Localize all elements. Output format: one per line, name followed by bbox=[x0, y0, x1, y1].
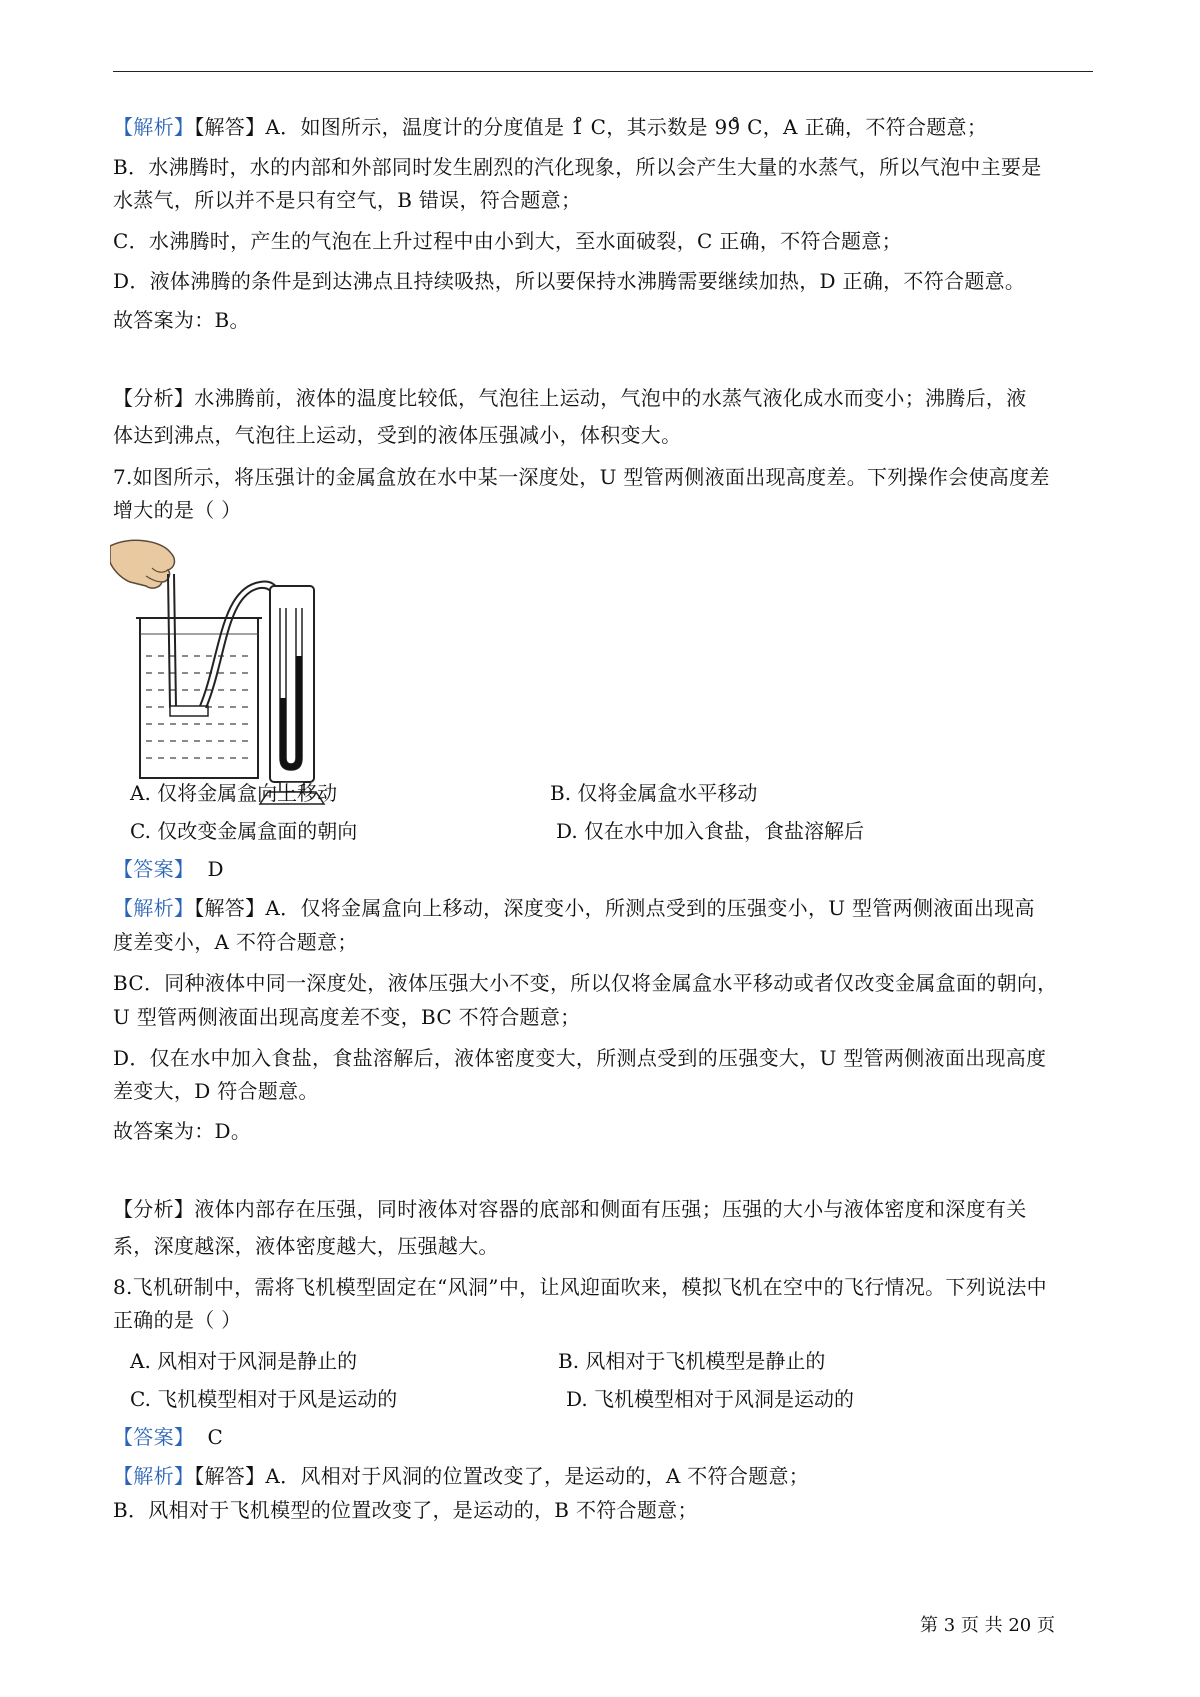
analysis-line: 【分析】水沸腾前，液体的温度比较低，气泡往上运动，气泡中的水蒸气液化成水而变小；沸腾后，液 bbox=[113, 386, 1027, 410]
q7-option-b: B. 仅将金属盒水平移动 bbox=[550, 781, 758, 805]
solution-line: 【解析】【解答】A．风相对于风洞的位置改变了，是运动的，A 不符合题意； bbox=[113, 1464, 810, 1488]
q8-option-b: B. 风相对于飞机模型是静止的 bbox=[558, 1349, 826, 1373]
solution-line: 【解析】【解答】A．仅将金属盒向上移动，深度变小，所测点受到的压强变小，U 型管两侧液面出现高 bbox=[113, 896, 1035, 920]
analysis-tag: 【解析】 bbox=[113, 896, 195, 920]
q8-option-c: C. 飞机模型相对于风是运动的 bbox=[130, 1387, 398, 1411]
metal-box bbox=[170, 706, 208, 716]
pressure-gauge-figure bbox=[110, 538, 350, 808]
solution-line: 【解析】【解答】A．如图所示，温度计的分度值是 1̊ C，其示数是 99̊ C，A 正确，不符合题意； bbox=[113, 115, 988, 139]
analysis-tag: 【解析】 bbox=[113, 115, 195, 139]
solution-line: BC．同种液体中同一深度处，液体压强大小不变，所以仅将金属盒水平移动或者仅改变金属盒面的朝向， bbox=[113, 971, 1058, 995]
solution-line: 差变大，D 符合题意。 bbox=[113, 1079, 319, 1103]
q7-option-a: A. 仅将金属盒向上移动 bbox=[130, 781, 338, 805]
analysis-tag: 【解析】 bbox=[113, 1464, 195, 1488]
beaker bbox=[140, 618, 258, 778]
solution-line: B．水沸腾时，水的内部和外部同时发生剧烈的汽化现象，所以会产生大量的水蒸气，所以气泡中主要是 bbox=[113, 155, 1042, 179]
q7-option-d: D. 仅在水中加入食盐，食盐溶解后 bbox=[556, 819, 865, 843]
analysis-line: 【分析】液体内部存在压强，同时液体对容器的底部和侧面有压强；压强的大小与液体密度和深度有关 bbox=[113, 1197, 1027, 1221]
solution-line: 故答案为：D。 bbox=[113, 1119, 252, 1143]
q8-option-d: D. 飞机模型相对于风洞是运动的 bbox=[566, 1387, 855, 1411]
question-8-stem: 正确的是（ ） bbox=[113, 1308, 242, 1332]
q8-answer: 【答案】 C bbox=[113, 1425, 224, 1449]
solution-line: U 型管两侧液面出现高度差不变，BC 不符合题意； bbox=[113, 1005, 581, 1029]
question-8-stem: 8.飞机研制中，需将飞机模型固定在“风洞”中，让风迎面吹来，模拟飞机在空中的飞行情况。下列说法中 bbox=[113, 1275, 1047, 1299]
q7-answer: 【答案】 D bbox=[113, 857, 224, 881]
analysis-line: 体达到沸点，气泡往上运动，受到的液体压强减小，体积变大。 bbox=[113, 423, 682, 447]
solution-line: D．仅在水中加入食盐，食盐溶解后，液体密度变大，所测点受到的压强变大，U 型管两侧液面出现高度 bbox=[113, 1046, 1047, 1070]
hand-icon bbox=[110, 540, 174, 588]
solution-line: 度差变小，A 不符合题意； bbox=[113, 930, 358, 954]
solution-line: 故答案为：B。 bbox=[113, 308, 250, 332]
question-7-stem: 7.如图所示，将压强计的金属盒放在水中某一深度处，U 型管两侧液面出现高度差。下列操作会使高度差 bbox=[113, 465, 1050, 489]
q7-option-c: C. 仅改变金属盒面的朝向 bbox=[130, 819, 358, 843]
analysis-line: 系，深度越深，液体密度越大，压强越大。 bbox=[113, 1234, 499, 1258]
solution-line: C．水沸腾时，产生的气泡在上升过程中由小到大，至水面破裂，C 正确，不符合题意； bbox=[113, 229, 902, 253]
header-rule bbox=[113, 71, 1093, 72]
question-7-stem: 增大的是（ ） bbox=[113, 498, 242, 522]
solution-line: 水蒸气，所以并不是只有空气，B 错误，符合题意； bbox=[113, 188, 582, 212]
solution-line: B．风相对于飞机模型的位置改变了，是运动的，B 不符合题意； bbox=[113, 1498, 698, 1522]
solution-line: D．液体沸腾的条件是到达沸点且持续吸热，所以要保持水沸腾需要继续加热，D 正确，不符合题意。 bbox=[113, 269, 1026, 293]
page-footer: 第 3 页 共 20 页 bbox=[920, 1615, 1055, 1636]
u-tube-frame bbox=[270, 586, 314, 782]
q8-option-a: A. 风相对于风洞是静止的 bbox=[130, 1349, 358, 1373]
